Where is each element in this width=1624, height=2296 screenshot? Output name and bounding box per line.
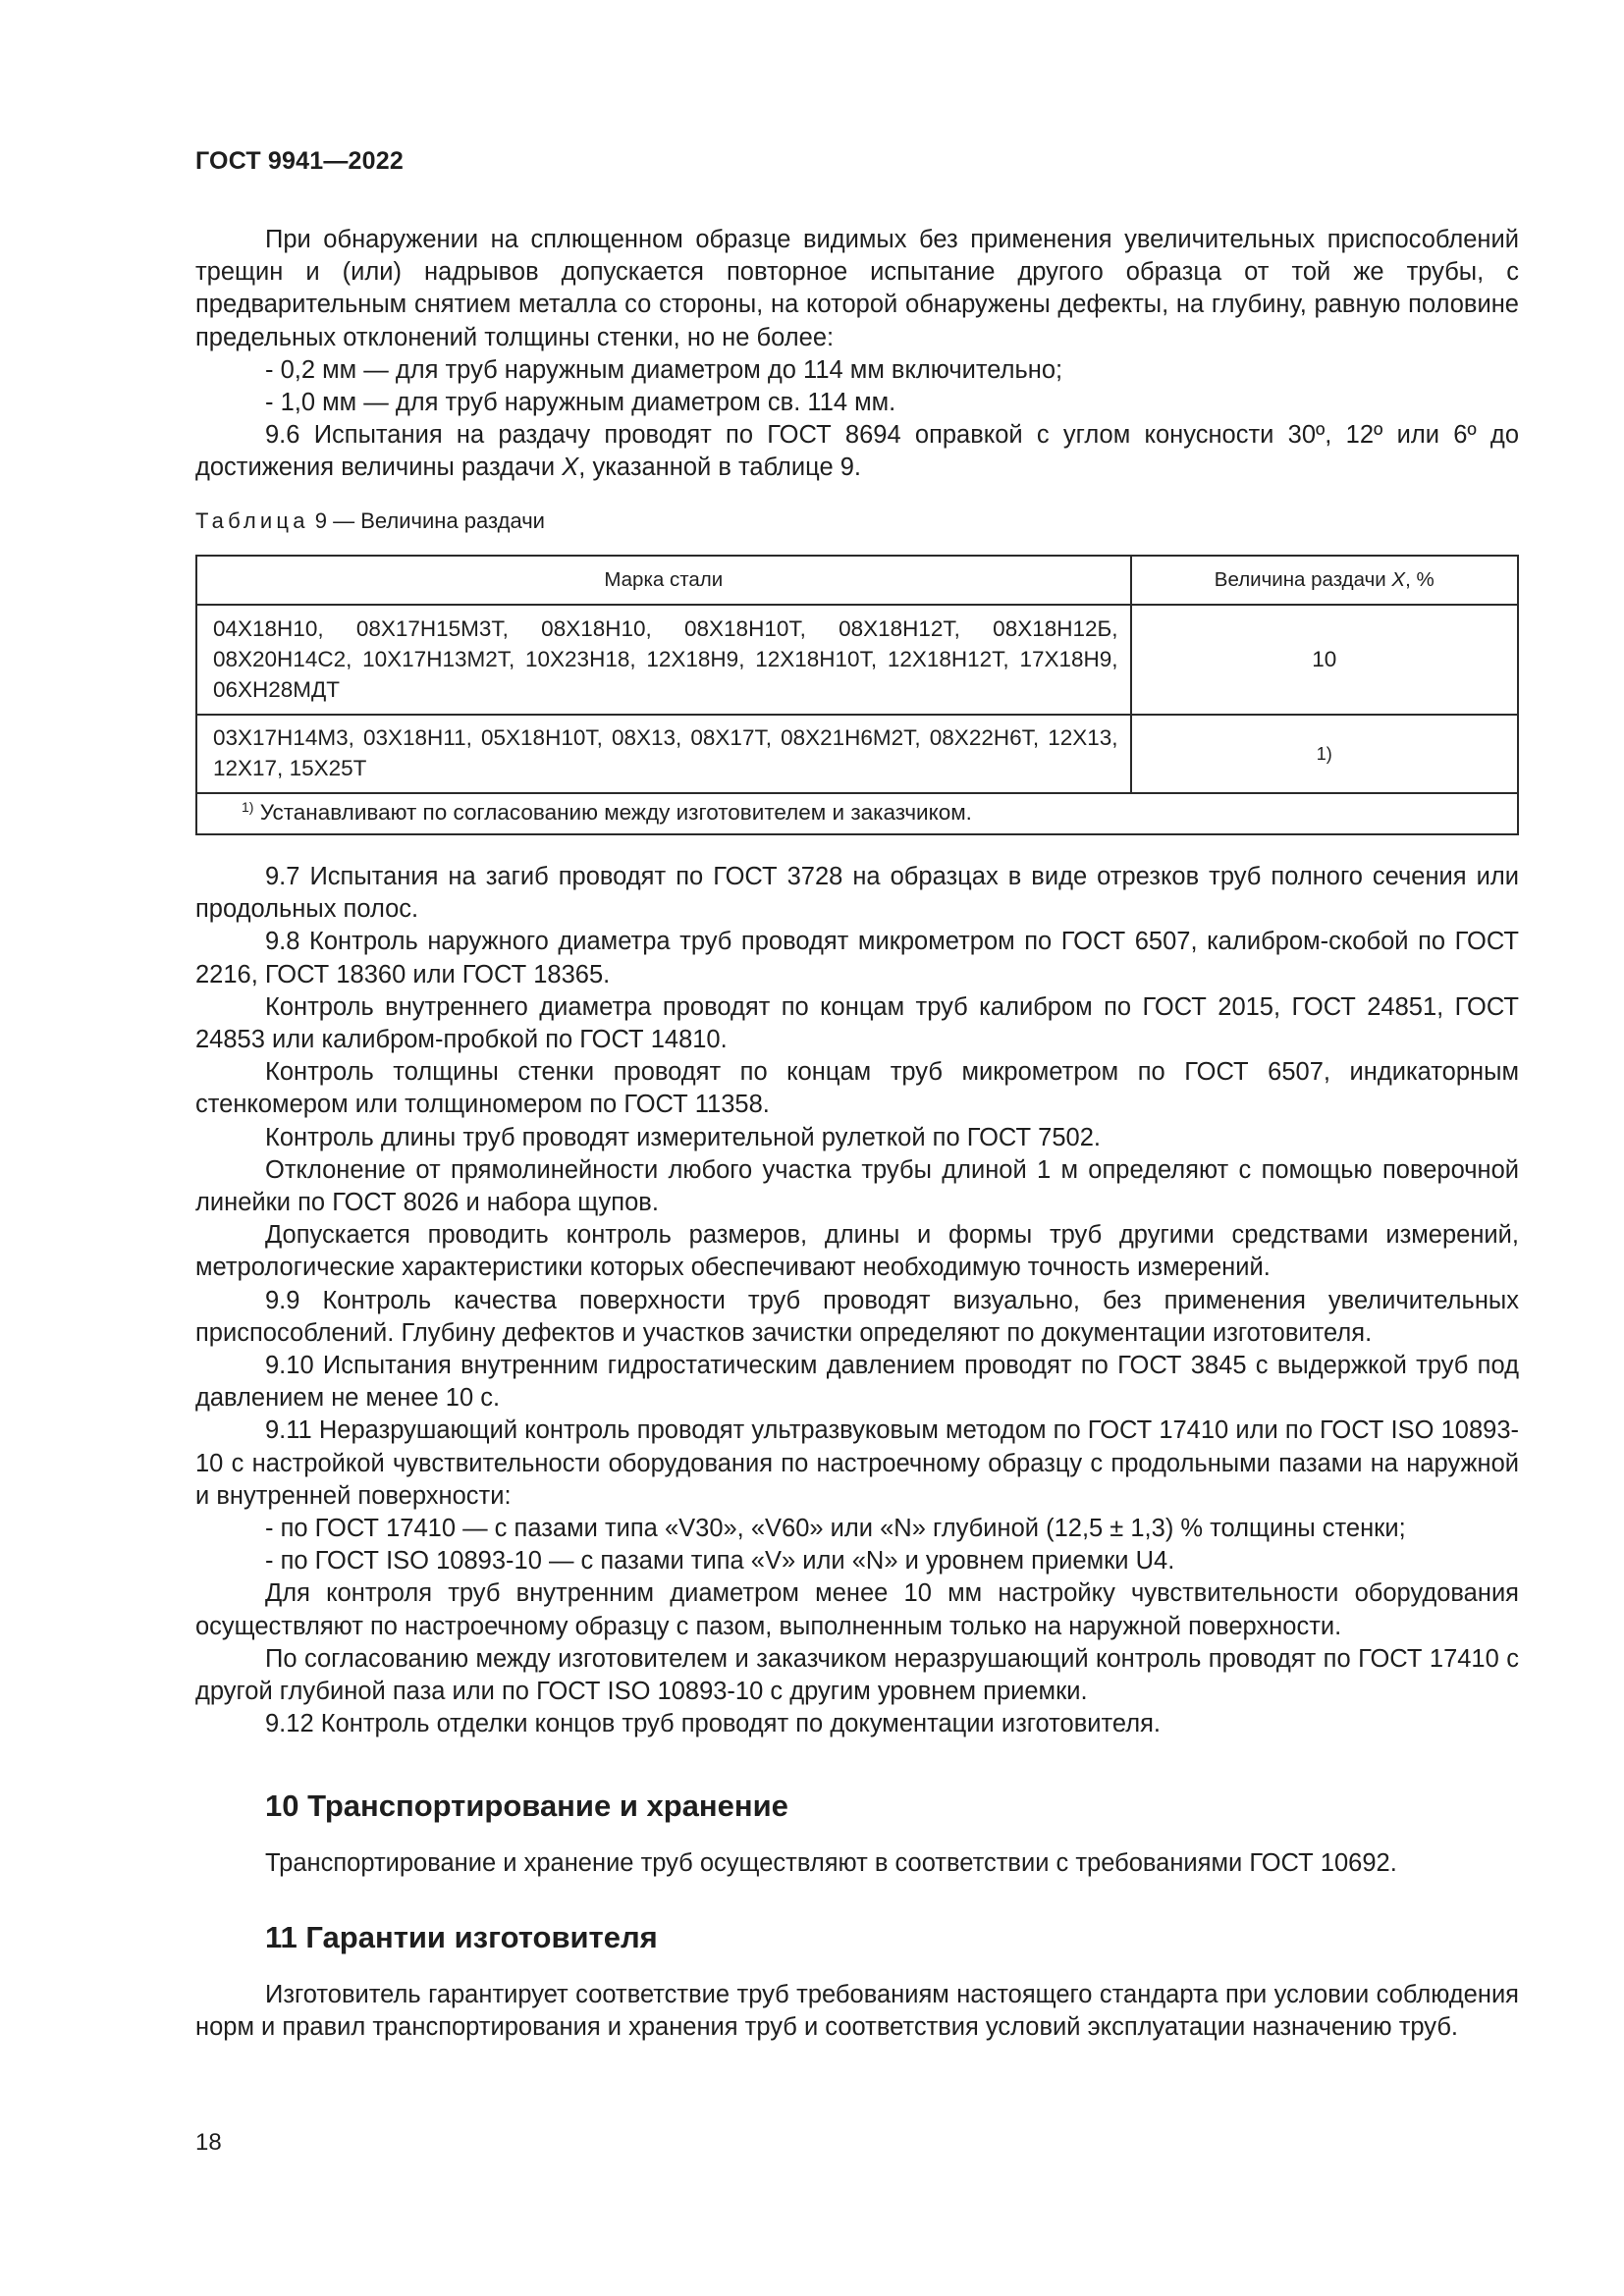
steel-grades-cell: 04Х18Н10, 08Х17Н15М3Т, 08Х18Н10, 08Х18Н10Т, 08Х18Н12Т, 08Х18Н12Б, 08Х20Н14С2, 10Х17Н13М2Т, 10Х23Н18, 12Х18Н9, 12Х18Н10Т, 12Х18Н12Т, 17Х18Н9, 06ХН28МДТ — [196, 605, 1131, 715]
paragraph: Контроль длины труб проводят измерительной рулеткой по ГОСТ 7502. — [265, 1123, 1101, 1151]
expansion-value-cell: 10 — [1131, 605, 1518, 715]
paragraph: 9.7 Испытания на загиб проводят по ГОСТ 3728 на образцах в виде отрезков труб полного сечения или продольных полос. — [195, 863, 1519, 924]
intro-block — [195, 224, 1519, 485]
table-header-row — [196, 556, 1518, 605]
paragraph: По согласованию между изготовителем и заказчиком неразрушающий контроль проводят по ГОСТ 17410 с другой глубиной паза или по ГОСТ ISO 10893-10 с другим уровнем приемки. — [195, 1644, 1519, 1706]
col-header-steel-grade: Марка стали — [196, 556, 1131, 605]
expansion-value-cell: 1) — [1131, 715, 1518, 793]
paragraph: Для контроля труб внутренним диаметром менее 10 мм настройку чувствительности оборудования осуществляют по настроечному образцу с пазом, выполненным только на наружной поверхности. — [195, 1579, 1519, 1640]
table-footnote: $^{1)}$ Устанавливают по согласованию между изготовителем и заказчиком. — [196, 793, 1518, 834]
section-11-block — [195, 1979, 1519, 2044]
paragraph: Допускается проводить контроль размеров, длины и формы труб другими средствами измерений, метрологические характеристики которых обеспечивают необходимую точность измерений. — [195, 1221, 1519, 1282]
paragraph: 9.8 Контроль наружного диаметра труб проводят микрометром по ГОСТ 6507, калибром-скобой по ГОСТ 2216, ГОСТ 18360 или ГОСТ 18365. — [195, 928, 1519, 988]
table-caption: Таблица 9 — Величина раздачи — [195, 508, 545, 533]
document-header: ГОСТ 9941—2022 — [195, 147, 404, 175]
list-item: - по ГОСТ 17410 — с пазами типа «V30», «V60» или «N» глубиной (12,5 ± 1,3) % толщины стенки; — [265, 1515, 1406, 1543]
section-9-block — [195, 861, 1519, 1740]
section-11-text: Изготовитель гарантирует соответствие труб требованиям настоящего стандарта при условии соблюдения норм и правил транспортирования и хранения труб и соответствия условий эксплуатации назначению труб. — [195, 1981, 1519, 2042]
table-footnote-row — [196, 793, 1518, 834]
page-number: 18 — [195, 2129, 222, 2156]
section-11-heading: 11 Гарантии изготовителя — [265, 1920, 658, 1954]
section-10-block — [195, 1847, 1519, 1880]
intro-list-item: - 0,2 мм — для труб наружным диаметром до 114 мм включительно; — [265, 355, 1063, 384]
section-10-text: Транспортирование и хранение труб осуществляют в соответствии с требованиями ГОСТ 10692. — [265, 1849, 1397, 1877]
section-10-heading: 10 Транспортирование и хранение — [265, 1789, 788, 1823]
list-item: - по ГОСТ ISO 10893-10 — с пазами типа «V» или «N» и уровнем приемки U4. — [265, 1547, 1175, 1575]
steel-grades-cell: 03Х17Н14М3, 03Х18Н11, 05Х18Н10Т, 08Х13, 08Х17Т, 08Х21Н6М2Т, 08Х22Н6Т, 12Х13, 12Х17, 15Х25Т — [196, 715, 1131, 793]
paragraph: 9.9 Контроль качества поверхности труб проводят визуально, без применения увеличительных приспособлений. Глубину дефектов и участков зачистки определяют по документации изготовителя. — [195, 1286, 1519, 1347]
intro-paragraph: При обнаружении на сплющенном образце видимых без применения увеличительных приспособлений трещин и (или) надрывов допускается повторное испытание другого образца от той же трубы, с предварительным снятием металла со стороны, на которой обнаружены дефекты, на глубину, равную половине предельных отклонений толщины стенки, но не более: — [195, 226, 1519, 351]
table-row — [196, 715, 1518, 793]
paragraph: Контроль толщины стенки проводят по концам труб микрометром по ГОСТ 6507, индикаторным стенкомером или толщиномером по ГОСТ 11358. — [195, 1058, 1519, 1119]
table-row — [196, 605, 1518, 715]
col-header-expansion: Величина раздачи X, % — [1131, 556, 1518, 605]
expansion-table — [195, 555, 1519, 835]
paragraph: 9.11 Неразрушающий контроль проводят ультразвуковым методом по ГОСТ 17410 или по ГОСТ ISO 10893-10 с настройкой чувствительности оборудования по настроечному образцу с продольными пазами на наружной и внутренней поверхности: — [195, 1416, 1519, 1510]
paragraph: 9.10 Испытания внутренним гидростатическим давлением проводят по ГОСТ 3845 с выдержкой труб под давлением не менее 10 с. — [195, 1352, 1519, 1413]
paragraph-9-6: 9.6 Испытания на раздачу проводят по ГОСТ 8694 оправкой с углом конусности 30º, 12º или 6º до достижения величины раздачи X, указанной в таблице 9. — [195, 421, 1519, 482]
paragraph: Отклонение от прямолинейности любого участка трубы длиной 1 м определяют с помощью поверочной линейки по ГОСТ 8026 и набора щупов. — [195, 1155, 1519, 1217]
intro-list-item: - 1,0 мм — для труб наружным диаметром св. 114 мм. — [265, 389, 896, 417]
paragraph: Контроль внутреннего диаметра проводят по концам труб калибром по ГОСТ 2015, ГОСТ 24851, ГОСТ 24853 или калибром-пробкой по ГОСТ 14810. — [195, 992, 1519, 1054]
paragraph: 9.12 Контроль отделки концов труб проводят по документации изготовителя. — [265, 1710, 1161, 1738]
